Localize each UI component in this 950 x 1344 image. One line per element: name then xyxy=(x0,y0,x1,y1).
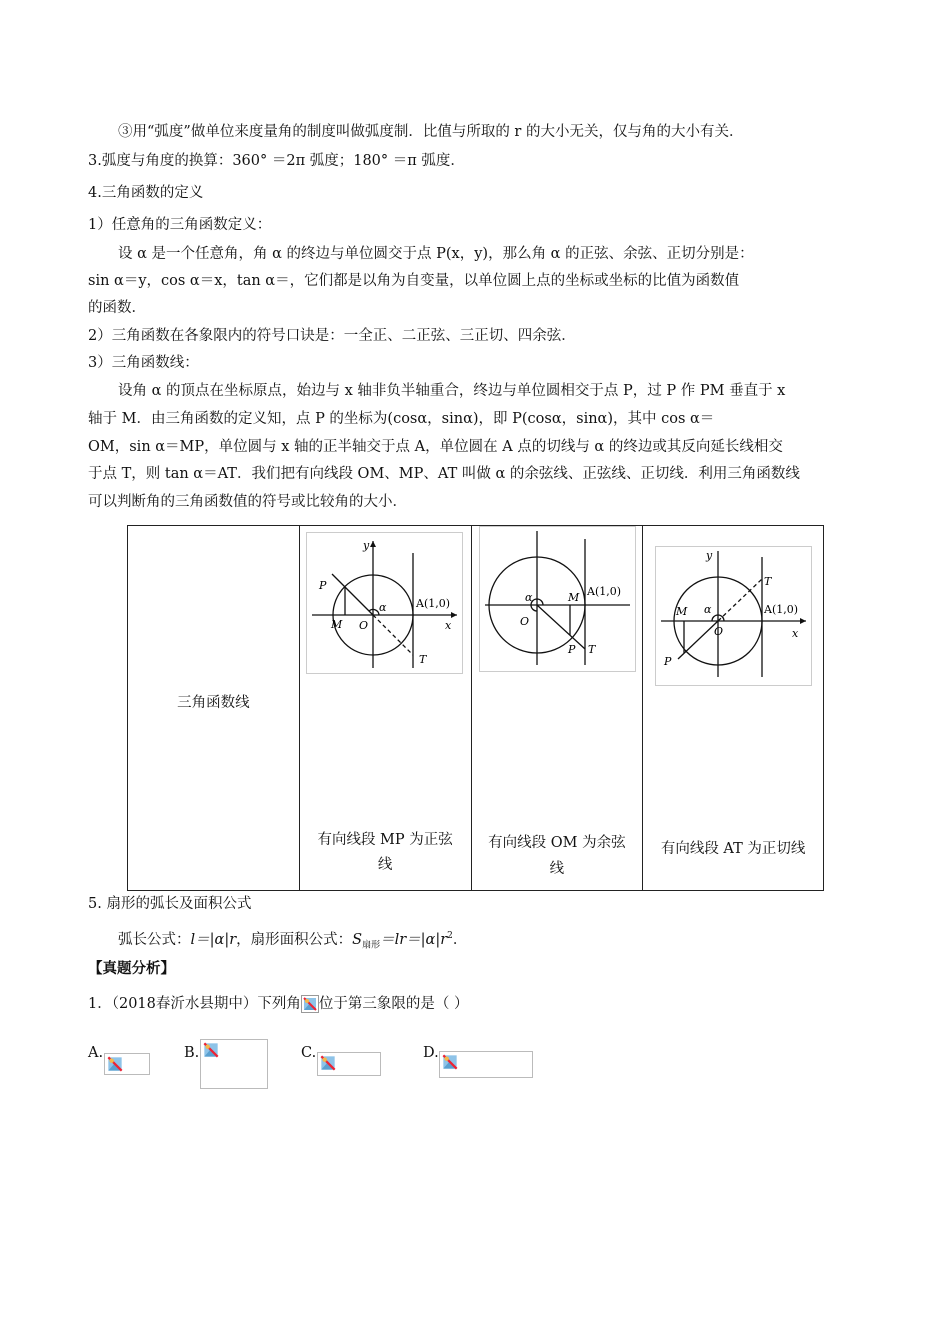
broken-image-icon xyxy=(301,995,319,1013)
text-line: 1）任意角的三角函数定义： xyxy=(88,217,272,233)
arc-formula: l＝|α|r xyxy=(190,931,237,948)
sine-line-diagram xyxy=(306,532,463,674)
label-o: O xyxy=(714,625,724,638)
text-line: 轴于 M．由三角函数的定义知，点 P 的坐标为(cosα，sinα)，即 P(cosα，sinα)，其中 cos α＝ xyxy=(88,411,715,427)
option-d-image xyxy=(439,1051,533,1078)
row-label-cell xyxy=(128,526,300,891)
q1-prefix: 1．（2018春沂水县期中）下列角 xyxy=(88,996,301,1012)
caption-3: 有向线段 AT 为正切线 xyxy=(660,841,806,857)
label-t: T xyxy=(587,643,595,656)
label-a: A(1,0) xyxy=(586,585,621,598)
caption-1b: 线 xyxy=(377,857,393,873)
text-line: 于点 T，则 tan α＝AT．我们把有向线段 OM、MP、AT 叫做 α 的余弦线、正弦线、正切线．利用三角函数线 xyxy=(88,466,800,482)
option-d-label: D. xyxy=(423,1045,439,1061)
label-a: A(1,0) xyxy=(415,597,450,610)
diagram-cell-2 xyxy=(471,526,643,891)
text-line: ③用“弧度”做单位来度量角的制度叫做弧度制．比值与所取的 r 的大小无关，仅与角的大小有关． xyxy=(118,124,744,140)
label-t: T xyxy=(418,653,427,666)
tangent-line-diagram xyxy=(655,546,812,686)
text-line: 2）三角函数在各象限内的符号口诀是：一全正、二正弦、三正切、四余弦． xyxy=(88,328,576,344)
area-formula: ＝lr＝|α|r xyxy=(380,931,448,948)
option-b-image xyxy=(200,1039,268,1089)
diagram-cell-3 xyxy=(643,526,824,891)
section-heading: 5. 扇形的弧长及面积公式 xyxy=(88,896,252,912)
formula-prefix: 弧长公式： xyxy=(118,931,191,948)
diagram-cell-1 xyxy=(299,526,471,891)
label-m: M xyxy=(330,618,343,631)
broken-image-icon xyxy=(201,1040,221,1060)
broken-image-icon xyxy=(318,1053,338,1073)
formula-end: ． xyxy=(452,931,468,948)
label-y: y xyxy=(362,539,369,552)
label-x: x xyxy=(444,619,451,632)
label-m: M xyxy=(567,591,579,604)
label-p: P xyxy=(567,643,575,656)
cosine-line-diagram xyxy=(479,526,636,672)
label-y: y xyxy=(706,549,713,562)
label-alpha: α xyxy=(704,603,712,616)
text-line: 3）三角函数线： xyxy=(88,355,199,371)
broken-image-icon xyxy=(440,1052,460,1072)
row-label: 三角函数线 xyxy=(177,695,250,711)
label-t: T xyxy=(764,575,772,588)
label-alpha: α xyxy=(378,601,387,614)
label-p: P xyxy=(664,655,672,668)
label-p: P xyxy=(318,579,327,592)
option-a-label: A. xyxy=(88,1045,104,1061)
exam-heading: 【真题分析】 xyxy=(88,961,175,977)
broken-image-icon xyxy=(105,1054,125,1074)
option-b-label: B. xyxy=(184,1045,200,1061)
text-line: OM，sin α＝MP，单位圆与 x 轴的正半轴交于点 A，单位圆在 A 点的切线与 α 的终边或其反向延长线相交 xyxy=(88,439,783,455)
text-line: 设角 α 的顶点在坐标原点，始边与 x 轴非负半轴重合，终边与单位圆相交于点 P，过 P 作 PM 垂直于 x xyxy=(118,383,786,399)
label-o: O xyxy=(358,619,368,632)
caption-2a: 有向线段 OM 为余弦 xyxy=(488,835,626,851)
option-a-image xyxy=(104,1053,150,1075)
area-symbol: S xyxy=(352,931,363,948)
formula-line xyxy=(118,925,467,957)
section-heading: 4.三角函数的定义 xyxy=(88,185,204,201)
label-m: M xyxy=(676,605,688,618)
label-o: O xyxy=(519,615,529,628)
caption-2b: 线 xyxy=(549,861,565,877)
text-line: sin α＝y，cos α＝x，tan α＝，它们都是以角为自变量，以单位圆上点的坐标或坐标的比值为函数值 xyxy=(88,273,740,289)
text-line: 3.弧度与角度的换算：360° ＝2π 弧度；180° ＝π 弧度． xyxy=(88,153,465,169)
q1-suffix: 位于第三象限的是（ ） xyxy=(318,996,469,1012)
trig-lines-table xyxy=(127,525,824,891)
option-c-label: C. xyxy=(301,1045,317,1061)
text-line: 设 α 是一个任意角，角 α 的终边与单位圆交于点 P(x，y)，那么角 α 的正弦、余弦、正切分别是： xyxy=(118,246,754,262)
caption-1a: 有向线段 MP 为正弦 xyxy=(317,832,453,848)
option-c-image xyxy=(317,1052,381,1076)
label-x: x xyxy=(792,627,799,640)
question-1 xyxy=(88,993,469,1015)
text-line: 的函数． xyxy=(88,300,146,316)
area-subscript: 扇形 xyxy=(362,940,381,951)
label-a: A(1,0) xyxy=(764,603,799,616)
text-line: 可以判断角的三角函数值的符号或比较角的大小． xyxy=(88,494,407,510)
area-superscript: 2 xyxy=(447,931,453,941)
label-alpha: α xyxy=(524,591,532,604)
formula-mid: ，扇形面积公式： xyxy=(236,931,353,948)
